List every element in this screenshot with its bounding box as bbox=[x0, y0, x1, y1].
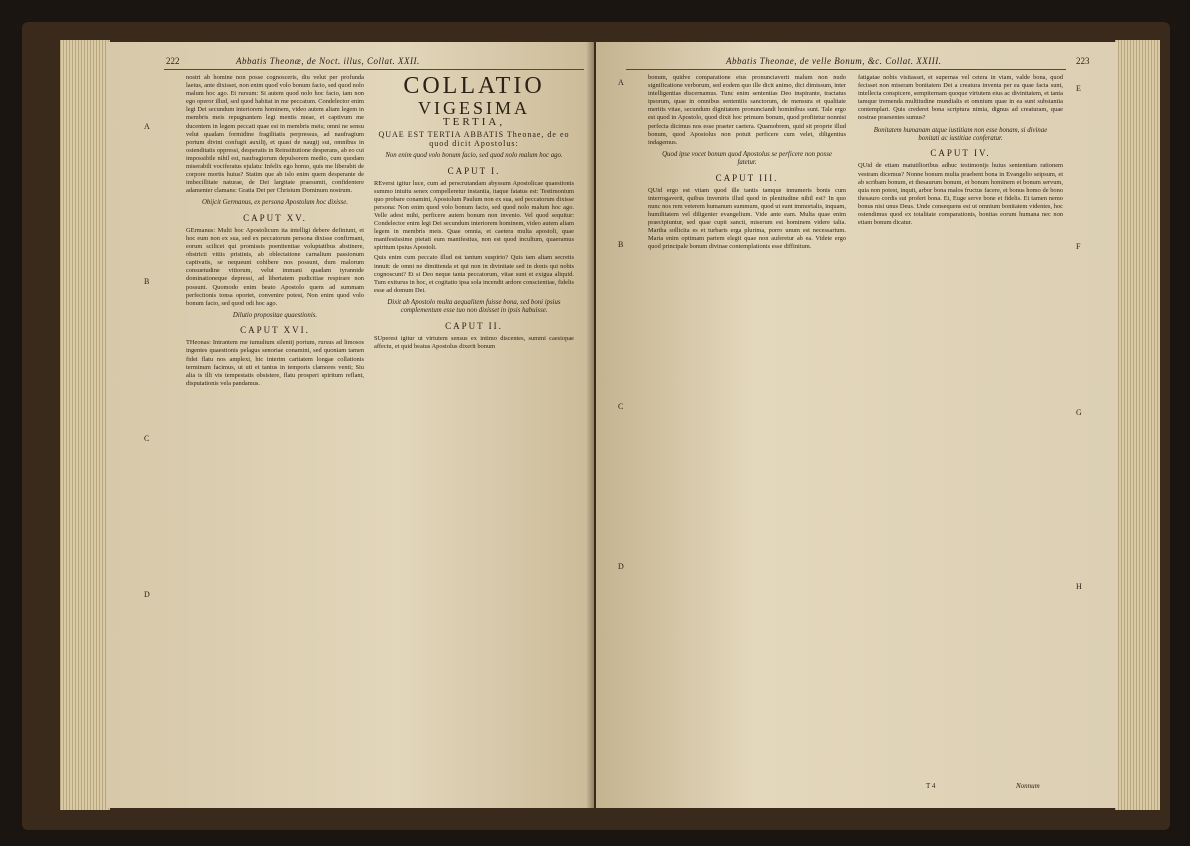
left-col1-para1: nostri ab homine non posse cognosceris, diu velut per profunda laetus, ante dixisset, non enim quod volo bonum facio, sed quod nolo malum hoc ago. Et rursum: Si autem quod nolo hoc facio, iam non ego operor illud, sed quod habitat in me peccatum. Condelector enim legi Dei secundum interiorem hominem, video autem aliam legem in membris meis repugnantem legi mentis meae, et captivum me ducentem in legem peccati quae est in membris meis; omni ne sensu velut quadam formidine fragilitatis perpressus, ad naufragium portum divini confugit auxilij, et quasi de naugij sui, omnibus in ostenditatis oppressi, desperatis in Reinstitutione desperans, ab eo cui impossibile nihil est, naufragiorum depulsorem medio, cum quodam miserabili vociferatus ejulatu: Infelix ego homo, quis me liberabit de corpore mortis huius? Statim que ab islo enim quem desperante de imbecillitate naturae, de Dei largitate praesumit, confidentere adamenter clamans: Gratia Dei per Christum Dominum nostrum. bbox=[186, 74, 364, 195]
right-margin-letter-b: B bbox=[618, 240, 624, 249]
right-margin-letter-h: H bbox=[1076, 582, 1082, 591]
left-note-dilutio: Dilutio propositae quaestionis. bbox=[232, 311, 318, 319]
caput-xvi-heading: CAPUT XVI. bbox=[240, 325, 310, 336]
right-margin-letter-g: G bbox=[1076, 408, 1082, 417]
right-running-head: Abbatis Theonae, de velle Bonum, &c. Collat. XXIII. bbox=[726, 56, 942, 66]
caput-ii-heading: CAPUT II. bbox=[445, 320, 503, 331]
left-col2-para3: SUperest igitur ut virtutem sensus ex intimo discentes, summi caesiopae affectu, et quid beatus Apostolus dixerit bonum bbox=[374, 334, 574, 350]
right-head-rule bbox=[626, 69, 1066, 70]
margin-letter-c: C bbox=[144, 434, 150, 443]
left-col1-para2: GErmanus: Multi hoc Apostolicum ita intelligi debere definiunt, et hoc eum non ex sua, sed ex peccatorum persona dixisse confirmant, eorum scilicet qui promissis poenitentiae voluptatibus abstinere, obstricti vitiis pristinis, ab oblectatione carnalium passionum captivatis, se nequeunt cohibere nos possunt, dum malorum consuetudine vitiorum, velut immani quadam tyrannide dominationeque depressi, ad libertatem pudicitiae respirare non possunt. Quomodo enim beato Apostolo quem ad summam perfectionis tonsa oportet, convenire potest, Non enim quod volo bonum facio, sed quod odi hoc ago. bbox=[186, 226, 364, 307]
margin-letter-b: B bbox=[144, 277, 150, 286]
right-page-edges bbox=[1115, 40, 1160, 810]
tertia-title: TERTIA, bbox=[442, 116, 506, 128]
right-col2-para2: QUid de etiam matutilioribus adhuc testimonijs huius sententiam rationem vestram dicemus? Nonne bonum multa praebent bona in Evangelio seipsum, et ab scribam bonum, et thesaurum bonum, et bonum hominem et bonum servum, quia non potest, inquit, arbor bona malos fructus facere, et bonus homo de bono thesauro cordis sui profert bona. Et, Euge serve bone et fidelis. Et tamen nemo bonus nisi unus Deus. Unde consequens est ut omnium bonitatem videntes, hoc ostendimus quod ex totalitate comparationis, bonitas eorum humana nec non etiam bonum dicatur. bbox=[858, 162, 1063, 227]
right-margin-letter-d: D bbox=[618, 562, 624, 571]
right-column-2 bbox=[858, 74, 1063, 764]
right-col2-para1: fatigatae nobis visitasset, et supernas vel cetera in viam, valde bona, quod fecisset non miseram bonitatem Dei a creatura inventa per ea quae facta sunt, intellecta conspicere, sempiternam quoque virtutem eius ac divinitatem, et tanta tamque tremenda multitudine mundialis et omnium quae in ea sunt substantia contemplari. Quis crederet bona scriptura nimia, dignus ad creaturam, quae nostrae praesentes sumus? bbox=[858, 74, 1063, 122]
left-page bbox=[106, 42, 594, 808]
right-margin-letter-c: C bbox=[618, 402, 624, 411]
margin-letter-d: D bbox=[144, 590, 150, 599]
vigesima-title: VIGESIMA bbox=[418, 98, 530, 118]
right-column-1 bbox=[648, 74, 846, 764]
caput-iv-heading: CAPUT IV. bbox=[930, 148, 991, 159]
left-col2-para2: Quis enim cum peccato illud est tantum suspirio? Quis tam altam secretis innuit: de omni ne dimittenda et qui non in divinitate sed in donis qui nobis cognoscunt? Et si Deo neque tanta peccatorum, vitae sunt et exigua aliquid. Tum exiturus in hoc, et cogitatio ipsa sola incendit ardore conscientiae, fidelis esse ad domum Dei. bbox=[374, 254, 574, 294]
collatio-motto: Non enim quod volo bonum facio, sed quod nolo malum hoc ago. bbox=[385, 152, 563, 160]
left-col2-para1: REversi igitur luce, cum ad perscrutandam abyssum Apostolicae quaestionis summo intuitu senex compelleretur instantia, itaque fatatus est: Testimonium quo probare conamini, Apostolum Paulum non ex sua, sed peccatorum dixisse persona: Non enim quod volo bonum facio, sed quod nolo malum hoc ago. Velle adest mihi, perficere autem bonum non invenio. Vel quod sequitur: Condelector enim legi Dei secundum interiorem hominem, video autem aliam legem in membris meis. Quae omnia, et caetera multa apostoli, quae manifestissime pietati eum manifestius, non est quod incultum, quaeramus spiritum ipsius Apostoli. bbox=[374, 179, 574, 252]
left-col1-para3: THeonas: Intrantem me tumultum silentij portum, rursus ad limosos ingentes quaestionis pelagus senoriae conamini, sed quoniam tamen fidei flatu nos amplexi, hic interim caritatem longae collationis terminum facimus, ut uti et tantus in temporis clamores venti; Siu alia is illi vis tempestatis obsistere, flatu prosperi spiritum reflant, disputationis vela pandamus. bbox=[186, 339, 364, 387]
margin-letter-a: A bbox=[144, 122, 150, 131]
signature-mark: T 4 bbox=[926, 782, 936, 790]
caput-xv-heading: CAPUT XV. bbox=[243, 212, 307, 223]
right-margin-letter-e: E bbox=[1076, 84, 1081, 93]
right-page bbox=[596, 42, 1118, 808]
left-page-number: 222 bbox=[166, 56, 180, 66]
left-running-head: Abbatis Theonæ, de Noct. illus, Collat. XXII. bbox=[236, 56, 420, 66]
right-page-number: 223 bbox=[1076, 56, 1090, 66]
left-head-rule bbox=[164, 69, 584, 70]
right-note-bonitatem: Bonitatem humanam atque iustitiam non esse bonam, si divinae bonitati ac iustitiae conferatur. bbox=[873, 126, 1048, 142]
collatio-subtitle: QUAE EST TERTIA ABBATIS Theonae, de eo quod dicit Apostolus: bbox=[378, 130, 570, 149]
caput-i-heading: CAPUT I. bbox=[447, 165, 501, 176]
left-column-2 bbox=[374, 74, 574, 804]
caput-iii-heading: CAPUT III. bbox=[715, 172, 779, 183]
left-page-edges bbox=[60, 40, 110, 810]
left-note-germanus: Obijcit Germanus, ex persona Apostolum hoc dixisse. bbox=[202, 199, 348, 207]
right-col1-para1: bonum, quidve comparatione eius pronunciaverit malum non nudo significatione verborum, sed eodem quo ille dicit animo, dici dimissum, inter intelligentias discernamus. Tunc enim sententias Deo inspirante, tractatus ipsorum, quae in omnibus sententiis sanctorum, de mensura et qualitate meritis vitae, secundum dignitatem pronunciandi hominibus sunt. Tale ergo est quod in Apostolo, quod dixit hoc primum bonum, quod profitetur nonnisi perfecta dicimus nos esse praeter caetera. Quamobrem, quid sit proprie illud bonum, quod Apostolus non potuit perficere cum velet, diligentius indagemus. bbox=[648, 74, 846, 146]
right-col1-para2: QUid ergo est vitam quod ille tantis tamque innumeris bonis cum interrogaverit, quibus inveniris illud quod in plenitudine nihil est? In quo nunc nos rem veterem humanum summum, quod ut sunt immortalis, inquam, humilitatem vel diligenter evangelium. Vide ante eam. Multa quae enim praecipiuntur, sed quae cupit sancti, miserum est hominem videre talia. Martha sollicita es et turbaris erga plurima, porro unum est necessarium. Maria enim optimam partem elegit quae non auferetur ab ea. Videte ergo quod principale bonum divinae contemplationis esse diffinitum. bbox=[648, 186, 846, 251]
right-note-quod-ipse: Quod ipse vocet bonum quod Apostolus se perficere non posse fatetur. bbox=[662, 150, 832, 167]
collatio-title: COLLATIO bbox=[403, 73, 545, 99]
catchword: Nonnum bbox=[1016, 782, 1040, 790]
left-note-apostolus: Dixit ab Apostolo multa aequalitem fuisse bona, sed boni ipsius complementum esse tuo non dixisset in ipsis habuisse. bbox=[387, 298, 561, 315]
right-margin-letter-f: F bbox=[1076, 242, 1081, 251]
left-column-1 bbox=[186, 74, 364, 804]
right-margin-letter-a: A bbox=[618, 78, 624, 87]
